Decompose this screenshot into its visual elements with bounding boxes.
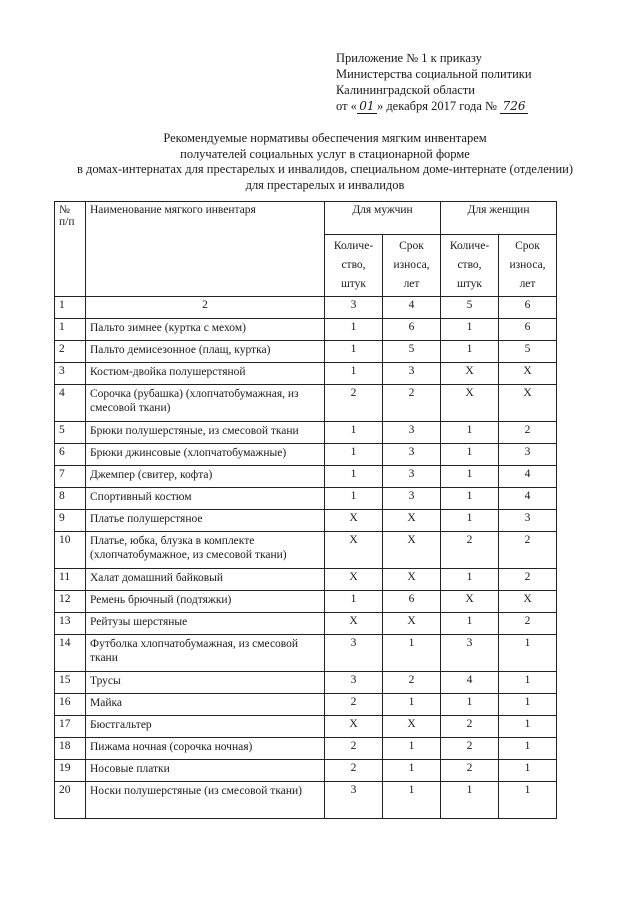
men-term: 1	[383, 782, 441, 819]
men-quantity: 1	[325, 422, 383, 444]
men-term: 1	[383, 694, 441, 716]
women-quantity: 1	[441, 782, 499, 819]
women-term: 3	[499, 510, 557, 532]
women-quantity: 1	[441, 613, 499, 635]
handwritten-order-number: 726	[500, 100, 528, 114]
date-prefix: от «	[336, 99, 357, 113]
table-row	[55, 672, 557, 694]
table-row	[55, 319, 557, 341]
approval-line-3: Калининградской области	[336, 83, 475, 97]
item-name: Носки полушерстяные (из смесовой ткани)	[86, 782, 325, 819]
men-term: 3	[383, 466, 441, 488]
row-number: 19	[55, 760, 86, 782]
row-number: 13	[55, 613, 86, 635]
table-row	[55, 444, 557, 466]
date-middle: » декабря 2017 года №	[376, 99, 497, 113]
men-term: 3	[383, 363, 441, 385]
header-men: Для мужчин	[325, 202, 441, 235]
women-term: 2	[499, 613, 557, 635]
women-quantity: 1	[441, 444, 499, 466]
men-term: Х	[383, 569, 441, 591]
item-name: Платье полушерстяное	[86, 510, 325, 532]
row-number: 5	[55, 422, 86, 444]
women-quantity: 1	[441, 694, 499, 716]
men-quantity: 1	[325, 319, 383, 341]
women-term: Х	[499, 591, 557, 613]
women-quantity: 2	[441, 760, 499, 782]
women-quantity: 1	[441, 422, 499, 444]
table-row	[55, 591, 557, 613]
men-quantity: 1	[325, 466, 383, 488]
table-row	[55, 488, 557, 510]
men-term: Х	[383, 532, 441, 569]
row-number: 10	[55, 532, 86, 569]
men-term: 3	[383, 422, 441, 444]
item-name: Брюки полушерстяные, из смесовой ткани	[86, 422, 325, 444]
men-quantity: Х	[325, 532, 383, 569]
women-quantity: 2	[441, 738, 499, 760]
row-number: 7	[55, 466, 86, 488]
approval-line-2: Министерства социальной политики	[336, 67, 532, 81]
col-number: 1	[55, 297, 86, 319]
women-term: 1	[499, 782, 557, 819]
row-number: 11	[55, 569, 86, 591]
header-name: Наименование мягкого инвентаря	[86, 202, 325, 297]
men-quantity: 1	[325, 488, 383, 510]
item-name: Пальто зимнее (куртка с мехом)	[86, 319, 325, 341]
women-term: 1	[499, 760, 557, 782]
men-quantity: 1	[325, 591, 383, 613]
women-quantity: 3	[441, 635, 499, 672]
item-name: Пижама ночная (сорочка ночная)	[86, 738, 325, 760]
item-name: Костюм-двойка полушерстяной	[86, 363, 325, 385]
women-quantity: 1	[441, 510, 499, 532]
men-quantity: 1	[325, 363, 383, 385]
men-quantity: Х	[325, 716, 383, 738]
women-quantity: 2	[441, 716, 499, 738]
men-quantity: 2	[325, 738, 383, 760]
header-men-term: Срок износа, лет	[383, 235, 441, 297]
table-row	[55, 510, 557, 532]
table-row	[55, 635, 557, 672]
item-name: Джемпер (свитер, кофта)	[86, 466, 325, 488]
women-quantity: 4	[441, 672, 499, 694]
item-name: Футболка хлопчатобумажная, из смесовой ткани	[86, 635, 325, 672]
item-name: Трусы	[86, 672, 325, 694]
men-quantity: 1	[325, 341, 383, 363]
table-row	[55, 532, 557, 569]
col-number: 4	[383, 297, 441, 319]
row-number: 12	[55, 591, 86, 613]
table-row	[55, 716, 557, 738]
row-number: 9	[55, 510, 86, 532]
men-quantity: Х	[325, 613, 383, 635]
men-term: 5	[383, 341, 441, 363]
col-number: 6	[499, 297, 557, 319]
men-term: 6	[383, 319, 441, 341]
women-term: 2	[499, 532, 557, 569]
men-quantity: 2	[325, 760, 383, 782]
item-name: Спортивный костюм	[86, 488, 325, 510]
men-term: 3	[383, 444, 441, 466]
men-quantity: 2	[325, 385, 383, 422]
row-number: 15	[55, 672, 86, 694]
table-row	[55, 760, 557, 782]
approval-block	[336, 50, 596, 114]
men-term: 6	[383, 591, 441, 613]
row-number: 16	[55, 694, 86, 716]
item-name: Носовые платки	[86, 760, 325, 782]
women-quantity: 1	[441, 466, 499, 488]
men-quantity: 1	[325, 444, 383, 466]
table-row	[55, 782, 557, 819]
men-quantity: 2	[325, 694, 383, 716]
item-name: Сорочка (рубашка) (хлопчатобумажная, из смесовой ткани)	[86, 385, 325, 422]
header-women: Для женщин	[441, 202, 557, 235]
item-name: Рейтузы шерстяные	[86, 613, 325, 635]
approval-line-1: Приложение № 1 к приказу	[336, 51, 482, 65]
men-quantity: Х	[325, 510, 383, 532]
women-quantity: Х	[441, 385, 499, 422]
women-quantity: 2	[441, 532, 499, 569]
women-term: 1	[499, 672, 557, 694]
col-number: 2	[86, 297, 325, 319]
item-name: Бюстгальтер	[86, 716, 325, 738]
table-row	[55, 613, 557, 635]
title-line-3: в домах-интернатах для престарелых и инвалидов, специальном доме-интернате (отделении)	[77, 162, 573, 176]
women-term: 2	[499, 569, 557, 591]
men-term: 1	[383, 760, 441, 782]
women-quantity: Х	[441, 591, 499, 613]
table-row	[55, 341, 557, 363]
table-row	[55, 466, 557, 488]
approval-date-line	[336, 98, 596, 114]
women-term: 3	[499, 444, 557, 466]
item-name: Пальто демисезонное (плащ, куртка)	[86, 341, 325, 363]
header-men-qty: Количе-ство, штук	[325, 235, 383, 297]
men-term: 2	[383, 672, 441, 694]
table-row	[55, 363, 557, 385]
table-row	[55, 738, 557, 760]
row-number: 20	[55, 782, 86, 819]
row-number: 4	[55, 385, 86, 422]
row-number: 2	[55, 341, 86, 363]
men-quantity: 3	[325, 635, 383, 672]
women-term: 4	[499, 488, 557, 510]
item-name: Ремень брючный (подтяжки)	[86, 591, 325, 613]
women-term: 2	[499, 422, 557, 444]
women-term: Х	[499, 385, 557, 422]
men-term: Х	[383, 613, 441, 635]
men-term: 2	[383, 385, 441, 422]
row-number: 17	[55, 716, 86, 738]
title-line-4: для престарелых и инвалидов	[245, 177, 405, 192]
row-number: 18	[55, 738, 86, 760]
table-row	[55, 694, 557, 716]
row-number: 6	[55, 444, 86, 466]
men-term: 1	[383, 635, 441, 672]
header-num: № п/п	[55, 202, 86, 297]
title-line-1: Рекомендуемые нормативы обеспечения мягким инвентарем	[163, 131, 487, 145]
header-women-qty: Количе-ство, штук	[441, 235, 499, 297]
row-number: 3	[55, 363, 86, 385]
document-title	[40, 131, 610, 193]
men-quantity: 3	[325, 672, 383, 694]
women-quantity: 1	[441, 488, 499, 510]
row-number: 1	[55, 319, 86, 341]
women-term: 6	[499, 319, 557, 341]
women-term: 1	[499, 716, 557, 738]
norms-table	[54, 201, 557, 819]
women-quantity: 1	[441, 341, 499, 363]
men-quantity: 3	[325, 782, 383, 819]
men-term: Х	[383, 510, 441, 532]
women-quantity: 1	[441, 319, 499, 341]
col-number: 5	[441, 297, 499, 319]
men-quantity: Х	[325, 569, 383, 591]
men-term: 3	[383, 488, 441, 510]
women-term: 4	[499, 466, 557, 488]
women-term: 1	[499, 738, 557, 760]
row-number: 14	[55, 635, 86, 672]
men-term: Х	[383, 716, 441, 738]
header-women-term: Срок износа, лет	[499, 235, 557, 297]
item-name: Брюки джинсовые (хлопчатобумажные)	[86, 444, 325, 466]
item-name: Платье, юбка, блузка в комплекте (хлопчатобумажное, из смесовой ткани)	[86, 532, 325, 569]
table-row	[55, 569, 557, 591]
women-quantity: 1	[441, 569, 499, 591]
row-number: 8	[55, 488, 86, 510]
handwritten-day: 01	[357, 100, 377, 114]
col-number: 3	[325, 297, 383, 319]
title-line-2: получателей социальных услуг в стационарной форме	[180, 146, 470, 161]
women-term: 1	[499, 694, 557, 716]
item-name: Халат домашний байковый	[86, 569, 325, 591]
women-term: 1	[499, 635, 557, 672]
men-term: 1	[383, 738, 441, 760]
women-quantity: Х	[441, 363, 499, 385]
women-term: Х	[499, 363, 557, 385]
table-row	[55, 385, 557, 422]
column-numbers-row	[55, 297, 557, 319]
women-term: 5	[499, 341, 557, 363]
item-name: Майка	[86, 694, 325, 716]
table-row	[55, 422, 557, 444]
